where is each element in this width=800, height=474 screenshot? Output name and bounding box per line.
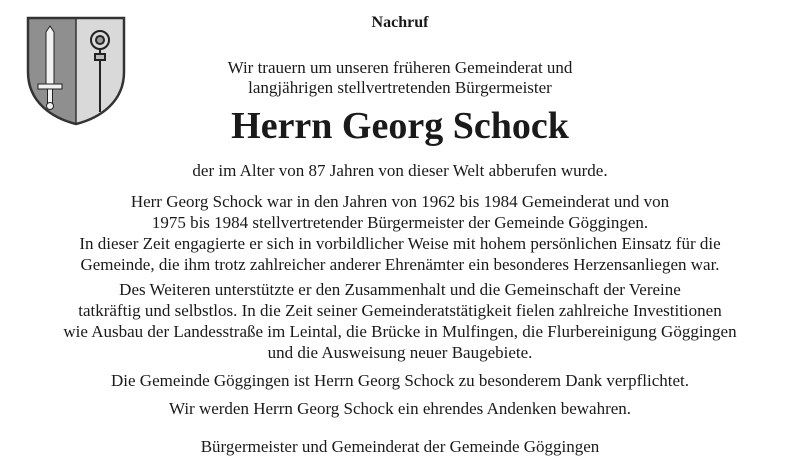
paragraph-line: Gemeinde, die ihm trotz zahlreicher anderer Ehrenämter ein besonderes Herzensanliegen war.: [80, 255, 720, 274]
thanks-line: Die Gemeinde Göggingen ist Herrn Georg Schock zu besonderem Dank verpflichtet.: [111, 371, 689, 390]
memory-line: Wir werden Herrn Georg Schock ein ehrendes Andenken bewahren.: [168, 399, 632, 418]
paragraph-line: Herr Georg Schock war in den Jahren von 1962 bis 1984 Gemeinderat und von: [130, 192, 670, 211]
paragraph-line: 1975 bis 1984 stellvertretender Bürgermeister der Gemeinde Göggingen.: [151, 213, 649, 232]
paragraph-line: wie Ausbau der Landesstraße im Leintal, die Brücke in Mulfingen, die Flurbereinigung Göggingen: [63, 322, 737, 341]
paragraph-achievements: [0, 279, 800, 363]
paragraph-line: und die Ausweisung neuer Baugebiete.: [267, 343, 533, 362]
deceased-name: Herrn Georg Schock: [231, 105, 569, 147]
signature-line: Bürgermeister und Gemeinderat der Gemeinde Göggingen: [200, 437, 600, 456]
intro-line-1: Wir trauern um unseren früheren Gemeinderat und: [227, 58, 573, 77]
paragraph-line: In dieser Zeit engagierte er sich in vorbildlicher Weise mit hohem persönlichen Einsatz für die: [79, 234, 721, 253]
paragraph-line: tatkräftig und selbstlos. In die Zeit seiner Gemeinderatstätigkeit fielen zahlreiche Investitionen: [78, 301, 722, 320]
intro-line-2: langjährigen stellvertretenden Bürgermeister: [248, 78, 552, 97]
paragraph-service: [0, 191, 800, 275]
obituary-heading: Nachruf: [371, 14, 429, 31]
paragraph-line: Des Weiteren unterstützte er den Zusammenhalt und die Gemeinschaft der Vereine: [119, 280, 681, 299]
age-line: der im Alter von 87 Jahren von dieser Welt abberufen wurde.: [192, 161, 608, 180]
